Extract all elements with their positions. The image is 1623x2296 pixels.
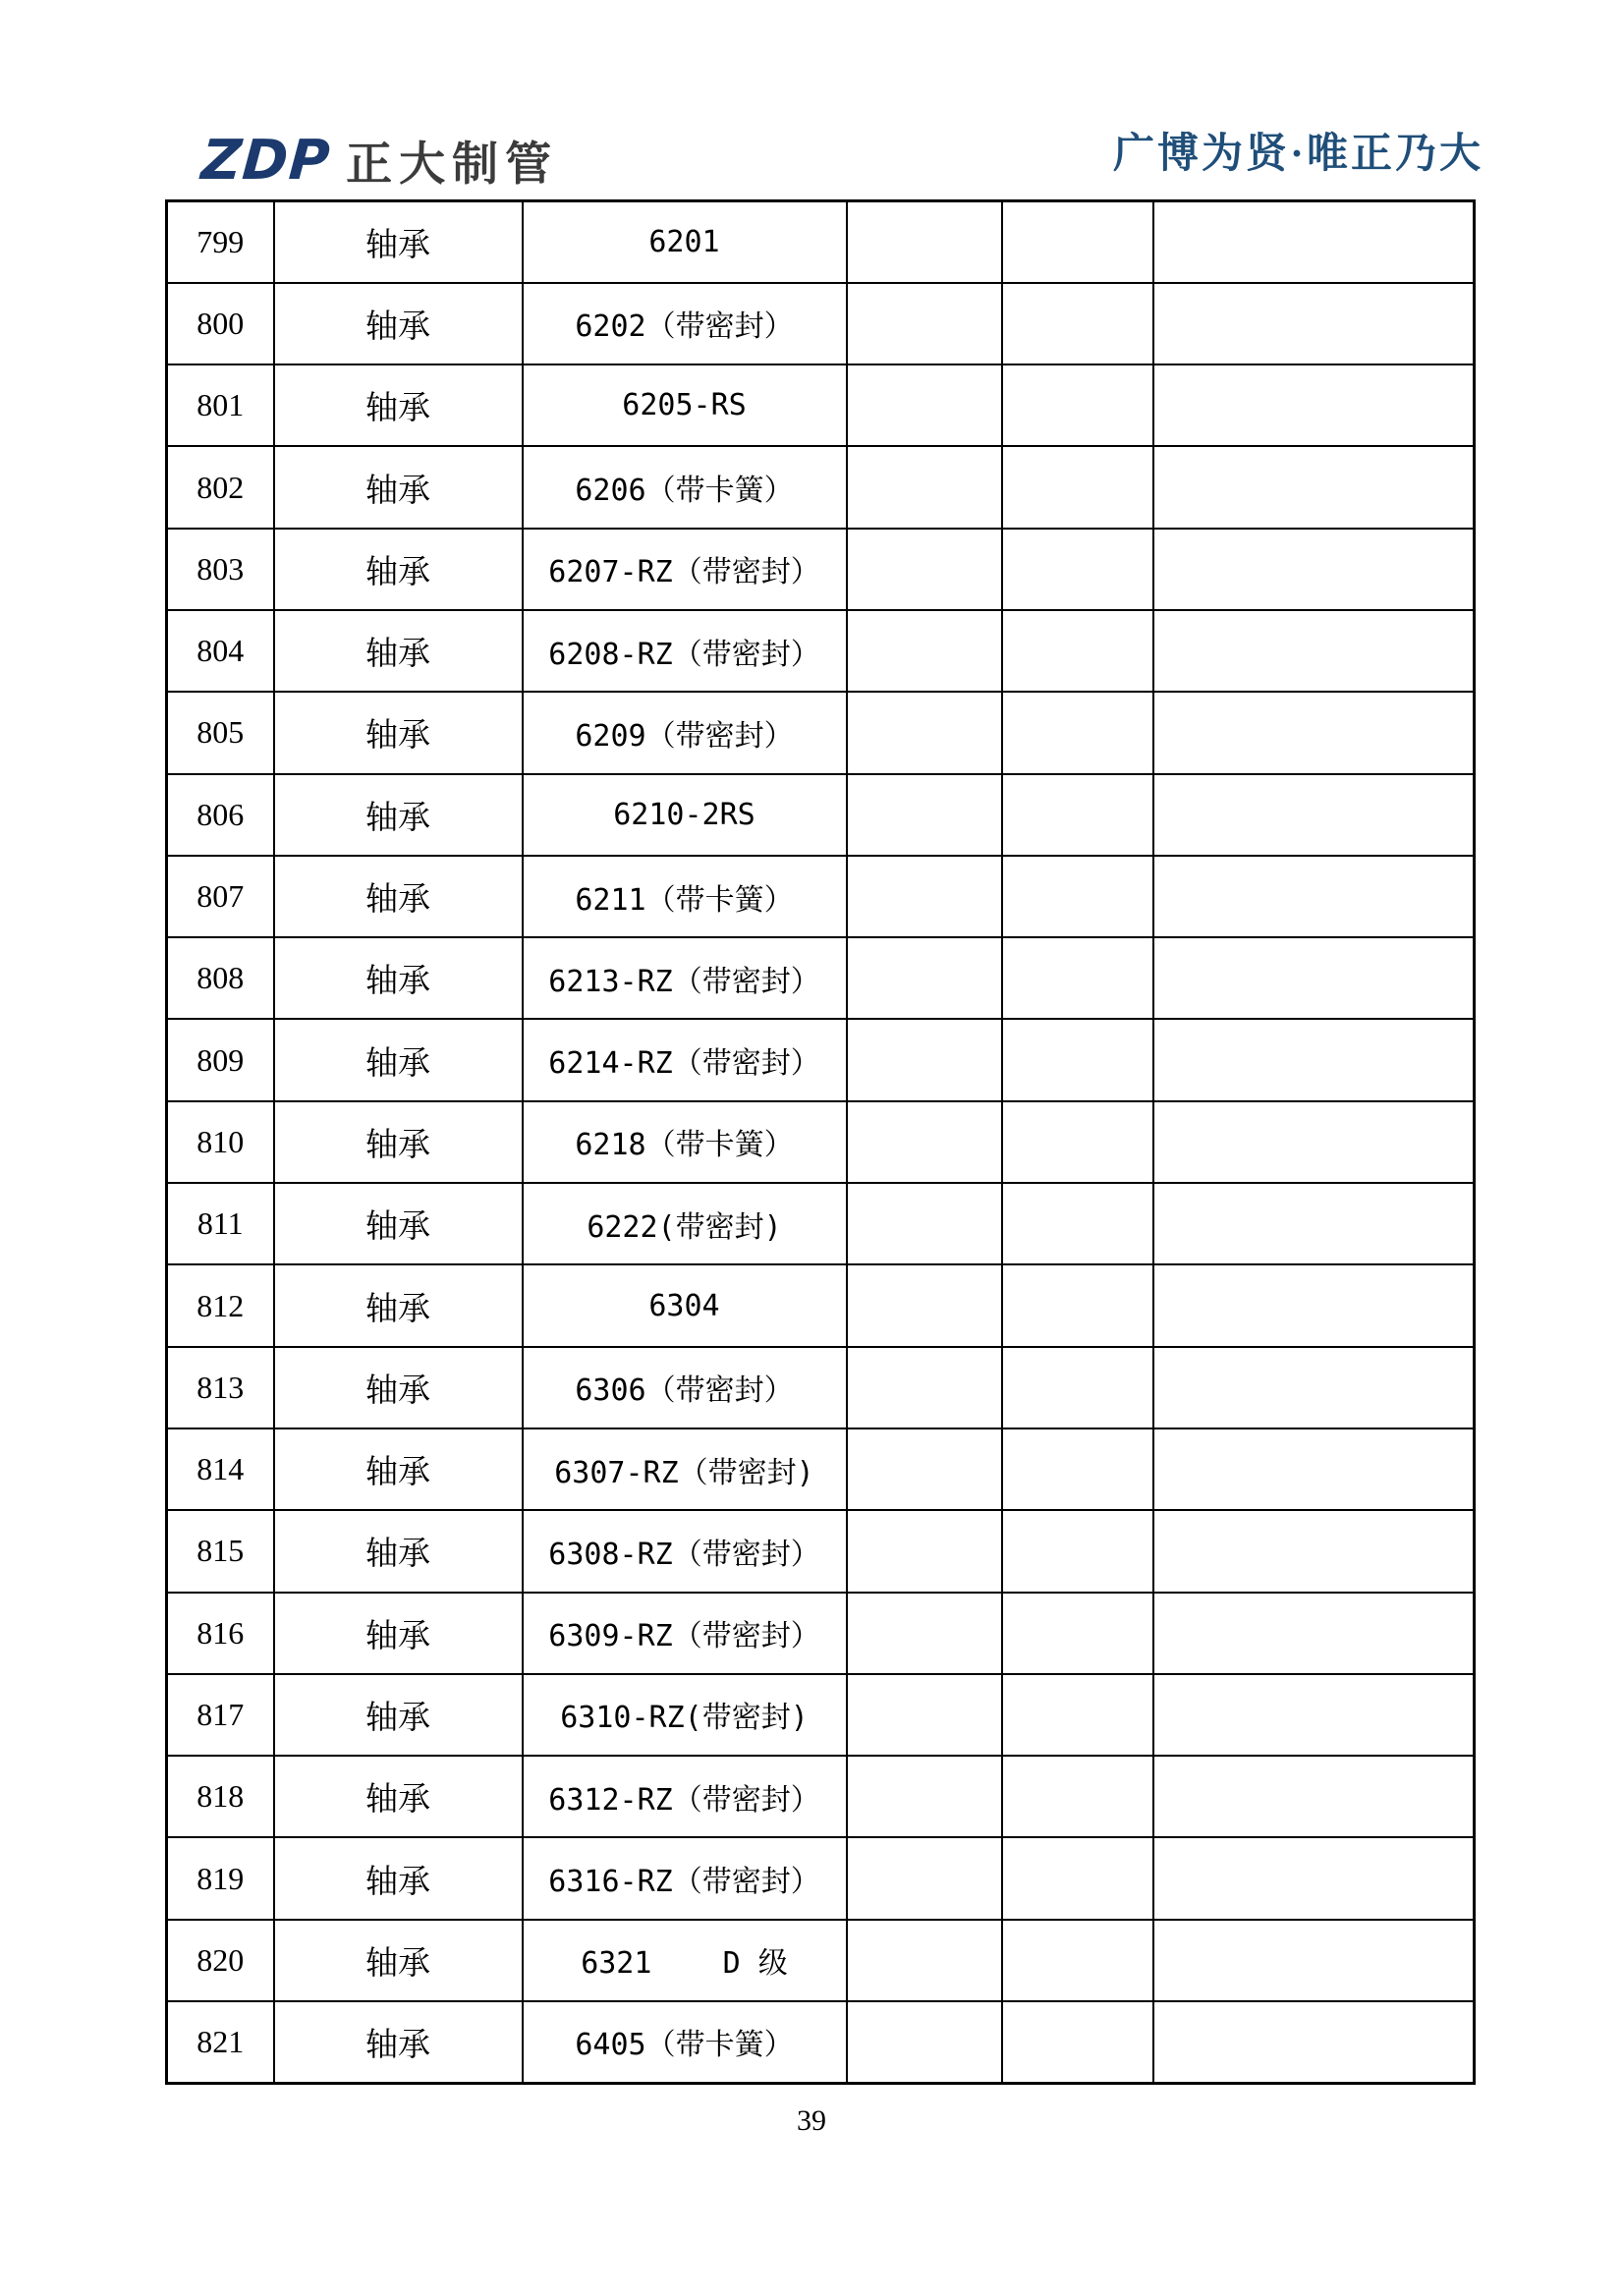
table-row	[167, 1019, 1475, 1100]
table-row	[167, 1101, 1475, 1183]
empty-cell	[847, 364, 1002, 446]
empty-cell	[847, 1347, 1002, 1428]
empty-cell	[847, 446, 1002, 528]
model-cell: 6218（带卡簧）	[523, 1101, 847, 1183]
model-cell: 6312-RZ（带密封）	[523, 1756, 847, 1837]
model-cell: 6202（带密封）	[523, 283, 847, 364]
row-number-cell: 805	[167, 692, 274, 773]
row-number-cell: 800	[167, 283, 274, 364]
empty-cell	[847, 1428, 1002, 1510]
category-cell: 轴承	[274, 610, 523, 692]
model-cell: 6211（带卡簧）	[523, 856, 847, 937]
empty-cell	[1153, 1264, 1475, 1346]
parts-table	[165, 199, 1476, 2085]
model-cell: 6309-RZ（带密封）	[523, 1593, 847, 1674]
row-number-cell: 802	[167, 446, 274, 528]
table-row	[167, 1428, 1475, 1510]
model-cell: 6306（带密封）	[523, 1347, 847, 1428]
empty-cell	[1153, 1019, 1475, 1100]
empty-cell	[847, 1183, 1002, 1264]
empty-cell	[1153, 446, 1475, 528]
empty-cell	[847, 692, 1002, 773]
table-row	[167, 529, 1475, 610]
empty-cell	[1153, 774, 1475, 856]
row-number-cell: 806	[167, 774, 274, 856]
row-number-cell: 811	[167, 1183, 274, 1264]
empty-cell	[1002, 1019, 1153, 1100]
table-row	[167, 201, 1475, 283]
row-number-cell: 821	[167, 2001, 274, 2083]
empty-cell	[1002, 2001, 1153, 2083]
row-number-cell: 812	[167, 1264, 274, 1346]
model-cell: 6201	[523, 201, 847, 283]
row-number-cell: 801	[167, 364, 274, 446]
category-cell: 轴承	[274, 1183, 523, 1264]
model-cell: 6321 D 级	[523, 1920, 847, 2001]
empty-cell	[1002, 1428, 1153, 1510]
table-row	[167, 364, 1475, 446]
empty-cell	[1002, 1837, 1153, 1919]
empty-cell	[1153, 1183, 1475, 1264]
table-row	[167, 1264, 1475, 1346]
empty-cell	[1002, 529, 1153, 610]
empty-cell	[1002, 1593, 1153, 1674]
category-cell: 轴承	[274, 446, 523, 528]
category-cell: 轴承	[274, 283, 523, 364]
table-row	[167, 1837, 1475, 1919]
company-logo	[198, 129, 559, 193]
empty-cell	[1002, 774, 1153, 856]
row-number-cell: 818	[167, 1756, 274, 1837]
empty-cell	[1002, 937, 1153, 1019]
empty-cell	[1002, 364, 1153, 446]
empty-cell	[1002, 1264, 1153, 1346]
model-cell: 6307-RZ（带密封)	[523, 1428, 847, 1510]
table-row	[167, 1183, 1475, 1264]
category-cell: 轴承	[274, 692, 523, 773]
empty-cell	[847, 1264, 1002, 1346]
empty-cell	[1153, 1593, 1475, 1674]
table-row	[167, 937, 1475, 1019]
empty-cell	[1153, 1510, 1475, 1592]
model-cell: 6405（带卡簧）	[523, 2001, 847, 2083]
category-cell: 轴承	[274, 201, 523, 283]
company-slogan: 广博为贤·唯正乃大	[1112, 132, 1483, 177]
model-cell: 6209（带密封）	[523, 692, 847, 773]
empty-cell	[1002, 1674, 1153, 1756]
table-row	[167, 774, 1475, 856]
empty-cell	[847, 2001, 1002, 2083]
table-row	[167, 692, 1475, 773]
empty-cell	[1153, 610, 1475, 692]
empty-cell	[1002, 1347, 1153, 1428]
table-row	[167, 610, 1475, 692]
empty-cell	[1153, 1428, 1475, 1510]
empty-cell	[847, 1510, 1002, 1592]
model-cell: 6213-RZ（带密封）	[523, 937, 847, 1019]
row-number-cell: 819	[167, 1837, 274, 1919]
empty-cell	[847, 1837, 1002, 1919]
empty-cell	[1002, 446, 1153, 528]
empty-cell	[1002, 1183, 1153, 1264]
row-number-cell: 815	[167, 1510, 274, 1592]
empty-cell	[847, 1593, 1002, 1674]
empty-cell	[847, 1674, 1002, 1756]
empty-cell	[1002, 692, 1153, 773]
row-number-cell: 808	[167, 937, 274, 1019]
category-cell: 轴承	[274, 1510, 523, 1592]
category-cell: 轴承	[274, 856, 523, 937]
row-number-cell: 804	[167, 610, 274, 692]
table-row	[167, 446, 1475, 528]
empty-cell	[1153, 1756, 1475, 1837]
table-row	[167, 2001, 1475, 2083]
model-cell: 6304	[523, 1264, 847, 1346]
empty-cell	[1002, 1101, 1153, 1183]
model-cell: 6316-RZ（带密封）	[523, 1837, 847, 1919]
empty-cell	[1153, 364, 1475, 446]
category-cell: 轴承	[274, 1019, 523, 1100]
table-row	[167, 1347, 1475, 1428]
empty-cell	[847, 1920, 1002, 2001]
empty-cell	[847, 1019, 1002, 1100]
row-number-cell: 814	[167, 1428, 274, 1510]
model-cell: 6206（带卡簧）	[523, 446, 847, 528]
model-cell: 6205-RS	[523, 364, 847, 446]
empty-cell	[1153, 2001, 1475, 2083]
table-row	[167, 1674, 1475, 1756]
empty-cell	[847, 610, 1002, 692]
row-number-cell: 799	[167, 201, 274, 283]
model-cell: 6207-RZ（带密封）	[523, 529, 847, 610]
empty-cell	[1002, 1510, 1153, 1592]
empty-cell	[847, 774, 1002, 856]
row-number-cell: 807	[167, 856, 274, 937]
empty-cell	[1002, 283, 1153, 364]
category-cell: 轴承	[274, 2001, 523, 2083]
table-row	[167, 1920, 1475, 2001]
row-number-cell: 809	[167, 1019, 274, 1100]
row-number-cell: 816	[167, 1593, 274, 1674]
category-cell: 轴承	[274, 1837, 523, 1919]
row-number-cell: 820	[167, 1920, 274, 2001]
row-number-cell: 817	[167, 1674, 274, 1756]
empty-cell	[847, 201, 1002, 283]
category-cell: 轴承	[274, 1264, 523, 1346]
table-row	[167, 1510, 1475, 1592]
model-cell: 6210-2RS	[523, 774, 847, 856]
category-cell: 轴承	[274, 1593, 523, 1674]
category-cell: 轴承	[274, 1428, 523, 1510]
table-row	[167, 1593, 1475, 1674]
page-number: 39	[797, 2104, 826, 2137]
empty-cell	[1153, 201, 1475, 283]
table-row	[167, 283, 1475, 364]
model-cell: 6214-RZ（带密封）	[523, 1019, 847, 1100]
row-number-cell: 810	[167, 1101, 274, 1183]
empty-cell	[1002, 856, 1153, 937]
row-number-cell: 803	[167, 529, 274, 610]
empty-cell	[1153, 937, 1475, 1019]
category-cell: 轴承	[274, 529, 523, 610]
category-cell: 轴承	[274, 1920, 523, 2001]
row-number-cell: 813	[167, 1347, 274, 1428]
empty-cell	[1153, 1101, 1475, 1183]
empty-cell	[1002, 1756, 1153, 1837]
empty-cell	[847, 1756, 1002, 1837]
model-cell: 6308-RZ（带密封）	[523, 1510, 847, 1592]
category-cell: 轴承	[274, 1347, 523, 1428]
model-cell: 6222(带密封)	[523, 1183, 847, 1264]
category-cell: 轴承	[274, 1756, 523, 1837]
empty-cell	[1153, 1347, 1475, 1428]
empty-cell	[847, 529, 1002, 610]
empty-cell	[1002, 201, 1153, 283]
category-cell: 轴承	[274, 1674, 523, 1756]
empty-cell	[847, 856, 1002, 937]
zdp-logo-text: ZDP	[198, 129, 333, 193]
empty-cell	[1153, 1837, 1475, 1919]
empty-cell	[847, 283, 1002, 364]
empty-cell	[847, 937, 1002, 1019]
empty-cell	[1002, 1920, 1153, 2001]
category-cell: 轴承	[274, 364, 523, 446]
model-cell: 6310-RZ(带密封)	[523, 1674, 847, 1756]
empty-cell	[1153, 283, 1475, 364]
category-cell: 轴承	[274, 774, 523, 856]
empty-cell	[1153, 1674, 1475, 1756]
table-row	[167, 856, 1475, 937]
company-name: 正大制管	[346, 138, 559, 193]
model-cell: 6208-RZ（带密封）	[523, 610, 847, 692]
category-cell: 轴承	[274, 937, 523, 1019]
page-footer	[0, 2104, 1623, 2138]
empty-cell	[1153, 692, 1475, 773]
empty-cell	[1153, 529, 1475, 610]
empty-cell	[1002, 610, 1153, 692]
empty-cell	[847, 1101, 1002, 1183]
empty-cell	[1153, 856, 1475, 937]
empty-cell	[1153, 1920, 1475, 2001]
category-cell: 轴承	[274, 1101, 523, 1183]
table-row	[167, 1756, 1475, 1837]
